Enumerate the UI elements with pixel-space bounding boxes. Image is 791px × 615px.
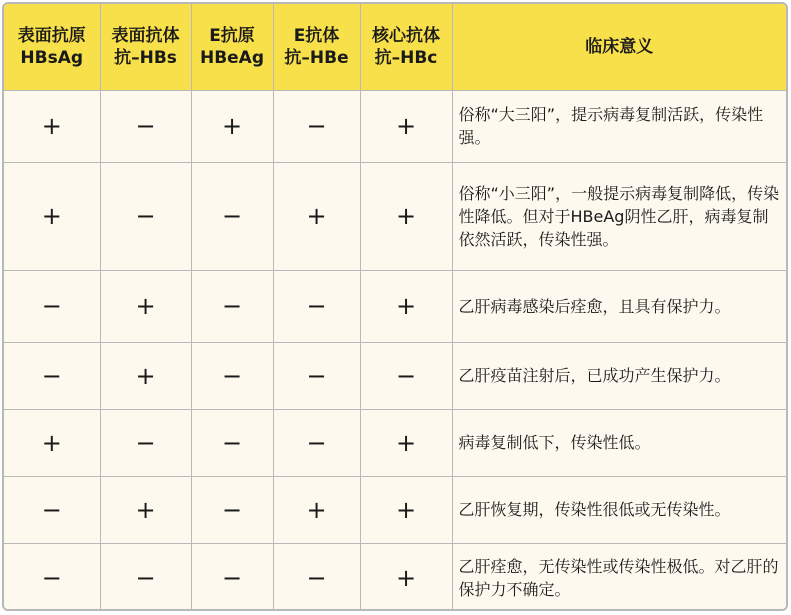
- cell-hbeag: −: [191, 342, 273, 409]
- hbv-serology-table: [4, 4, 786, 611]
- cell-anti-hbe: −: [273, 90, 360, 162]
- table-row: [4, 543, 786, 611]
- cell-hbeag: −: [191, 543, 273, 611]
- cell-clinical-meaning: 俗称“大三阳”，提示病毒复制活跃，传染性强。: [452, 90, 786, 162]
- header-hbeag-en: HBeAg: [199, 47, 265, 68]
- header-anti-hbs-cn: 表面抗体: [111, 25, 180, 46]
- header-anti-hbs: [100, 4, 191, 90]
- header-hbsag-cn: 表面抗原: [17, 25, 86, 46]
- table-row: [4, 342, 786, 409]
- cell-hbeag: −: [191, 270, 273, 342]
- header-anti-hbe-cn: E抗体: [293, 25, 340, 46]
- cell-hbeag: −: [191, 476, 273, 543]
- header-anti-hbe: [273, 4, 360, 90]
- cell-anti-hbe: −: [273, 409, 360, 476]
- header-hbeag: [191, 4, 273, 90]
- cell-hbsag: −: [4, 476, 100, 543]
- cell-clinical-meaning: 病毒复制低下，传染性低。: [452, 409, 786, 476]
- cell-clinical-meaning: 乙肝疫苗注射后，已成功产生保护力。: [452, 342, 786, 409]
- cell-anti-hbc: +: [360, 409, 452, 476]
- cell-anti-hbe: +: [273, 476, 360, 543]
- cell-anti-hbe: −: [273, 270, 360, 342]
- cell-clinical-meaning: 乙肝痊愈，无传染性或传染性极低。对乙肝的保护力不确定。: [452, 543, 786, 611]
- cell-clinical-meaning: 乙肝病毒感染后痊愈，且具有保护力。: [452, 270, 786, 342]
- header-clinical-meaning-label: 临床意义: [585, 36, 654, 57]
- header-hbsag: [4, 4, 100, 90]
- cell-hbeag: −: [191, 162, 273, 270]
- cell-anti-hbs: +: [100, 270, 191, 342]
- cell-anti-hbs: +: [100, 342, 191, 409]
- header-anti-hbe-en: 抗–HBe: [284, 47, 349, 68]
- header-anti-hbc-cn: 核心抗体: [372, 25, 440, 46]
- cell-anti-hbc: −: [360, 342, 452, 409]
- cell-anti-hbs: −: [100, 90, 191, 162]
- table-row: [4, 409, 786, 476]
- cell-anti-hbc: +: [360, 162, 452, 270]
- cell-anti-hbs: +: [100, 476, 191, 543]
- header-row: [4, 4, 786, 90]
- header-anti-hbc-en: 抗–HBc: [374, 47, 438, 68]
- header-hbeag-cn: E抗原: [209, 25, 255, 46]
- header-hbsag-en: HBsAg: [20, 47, 84, 68]
- cell-hbsag: +: [4, 162, 100, 270]
- cell-hbsag: −: [4, 342, 100, 409]
- cell-anti-hbc: +: [360, 270, 452, 342]
- cell-anti-hbe: −: [273, 543, 360, 611]
- cell-hbeag: −: [191, 409, 273, 476]
- table-row: [4, 270, 786, 342]
- table-row: [4, 476, 786, 543]
- cell-clinical-meaning: 乙肝恢复期，传染性很低或无传染性。: [452, 476, 786, 543]
- header-anti-hbc: [360, 4, 452, 90]
- hbv-serology-table-container: [2, 2, 788, 611]
- cell-anti-hbc: +: [360, 90, 452, 162]
- header-anti-hbs-en: 抗–HBs: [114, 47, 177, 68]
- cell-anti-hbc: +: [360, 476, 452, 543]
- cell-anti-hbs: −: [100, 543, 191, 611]
- cell-hbsag: −: [4, 270, 100, 342]
- cell-hbsag: −: [4, 543, 100, 611]
- cell-hbeag: +: [191, 90, 273, 162]
- cell-anti-hbe: +: [273, 162, 360, 270]
- cell-anti-hbc: +: [360, 543, 452, 611]
- cell-hbsag: +: [4, 90, 100, 162]
- cell-anti-hbs: −: [100, 162, 191, 270]
- cell-clinical-meaning: 俗称“小三阳”，一般提示病毒复制降低，传染性降低。但对于HBeAg阴性乙肝，病毒复制依然活跃，传染性强。: [452, 162, 786, 270]
- cell-hbsag: +: [4, 409, 100, 476]
- header-clinical-meaning: [452, 4, 786, 90]
- cell-anti-hbs: −: [100, 409, 191, 476]
- table-row: [4, 162, 786, 270]
- cell-anti-hbe: −: [273, 342, 360, 409]
- table-row: [4, 90, 786, 162]
